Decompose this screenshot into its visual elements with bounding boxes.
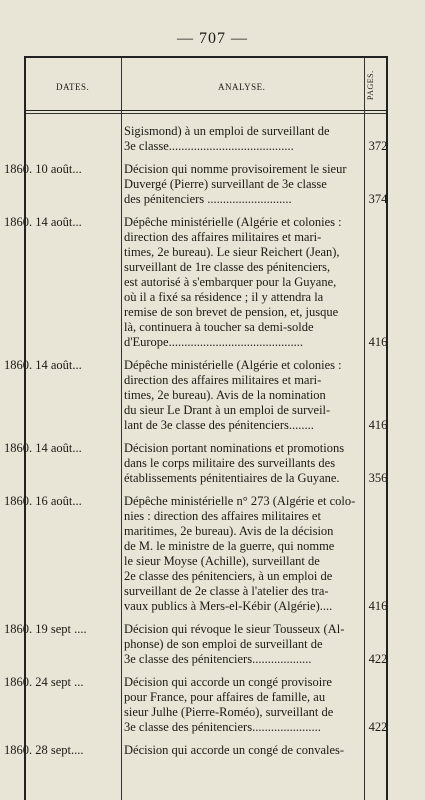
entry-page: 356 bbox=[368, 471, 388, 485]
entry-page: 372 bbox=[368, 139, 388, 153]
column-header-dates: DATES. bbox=[56, 82, 90, 92]
entry-date: 1860. 28 sept.... bbox=[4, 743, 84, 757]
entry-date: 1860. 19 sept .... bbox=[4, 622, 87, 636]
entry-analysis-line: de M. le ministre de la guerre, qui nomme bbox=[124, 539, 335, 553]
entry-analysis-line: surveillant de 2e classe à l'atelier des tra- bbox=[124, 584, 329, 598]
entry-analysis-line: Dépêche ministérielle n° 273 (Algérie et colo- bbox=[124, 494, 356, 508]
entry-analysis-line: sieur Julhe (Pierre-Roméo), surveillant de bbox=[124, 705, 334, 719]
entry-analysis-line: Décision qui accorde un congé de convales- bbox=[124, 743, 345, 757]
entry-page: 416 bbox=[368, 599, 388, 613]
entry-analysis bbox=[124, 743, 362, 758]
header-rule bbox=[26, 110, 386, 111]
entry-page: 422 bbox=[368, 652, 388, 666]
entry-analysis-line: 3e classe des pénitenciers................... bbox=[124, 652, 312, 666]
column-header-pages: PAGES. bbox=[366, 70, 375, 100]
entry-analysis-line: des pénitenciers ........................... bbox=[124, 192, 292, 206]
entry-date: 1860. 10 août... bbox=[4, 162, 82, 176]
entry-analysis-line: direction des affaires militaires et mari- bbox=[124, 373, 322, 387]
column-header-analyse: ANALYSE. bbox=[218, 82, 266, 92]
entry-analysis-line: vaux publics à Mers-el-Kébir (Algérie).... bbox=[124, 599, 333, 613]
entry-analysis-line: direction des affaires militaires et mari- bbox=[124, 230, 322, 244]
entry-date: 1860. 16 août... bbox=[4, 494, 82, 508]
entry-analysis-line: remise de son brevet de pension, et, jusque bbox=[124, 305, 339, 319]
entry-analysis-line: pour France, pour affaires de famille, au bbox=[124, 690, 326, 704]
entry-analysis-line: du sieur Le Drant à un emploi de surveil- bbox=[124, 403, 331, 417]
header-rule-secondary bbox=[26, 113, 386, 114]
entry-analysis-line: établissements pénitentiaires de la Guyane. bbox=[124, 471, 340, 485]
entry-analysis-line: surveillant de 1re classe des pénitenciers, bbox=[124, 260, 331, 274]
entry-analysis-line: 3e classe........................................ bbox=[124, 139, 294, 153]
entry-date: 1860. 24 sept ... bbox=[4, 675, 84, 689]
entry-analysis-line: lant de 3e classe des pénitenciers........ bbox=[124, 418, 314, 432]
entry-page: 416 bbox=[368, 335, 388, 349]
entry-analysis-line: 2e classe des pénitenciers, à un emploi de bbox=[124, 569, 333, 583]
entry-analysis bbox=[124, 441, 362, 486]
entry-page: 422 bbox=[368, 720, 388, 734]
entry-date: 1860. 14 août... bbox=[4, 441, 82, 455]
entry-page: 374 bbox=[368, 192, 388, 206]
entry-analysis bbox=[124, 494, 362, 614]
entry-analysis bbox=[124, 358, 362, 433]
entry-date: 1860. 14 août... bbox=[4, 215, 82, 229]
entry-date: 1860. 14 août... bbox=[4, 358, 82, 372]
entry-analysis bbox=[124, 162, 362, 207]
entry-analysis-line: Décision qui accorde un congé provisoire bbox=[124, 675, 332, 689]
entry-analysis-line: phonse) de son emploi de surveillant de bbox=[124, 637, 323, 651]
entry-analysis-line: Sigismond) à un emploi de surveillant de bbox=[124, 124, 330, 138]
entry-analysis-line: times, 2e bureau). Le sieur Reichert (Jean), bbox=[124, 245, 340, 259]
entry-analysis bbox=[124, 675, 362, 735]
entry-analysis-line: 3e classe des pénitenciers...................... bbox=[124, 720, 321, 734]
entry-analysis-line: Dépêche ministérielle (Algérie et colonies : bbox=[124, 358, 342, 372]
entry-analysis-line: le sieur Moyse (Achille), surveillant de bbox=[124, 554, 320, 568]
entry-page: 416 bbox=[368, 418, 388, 432]
entry-analysis-line: nies : direction des affaires militaires et bbox=[124, 509, 321, 523]
entry-analysis-line: dans le corps militaire des surveillants des bbox=[124, 456, 336, 470]
entry-analysis bbox=[124, 622, 362, 667]
entry-analysis-line: où il a fixé sa résidence ; il y attendra la bbox=[124, 290, 324, 304]
entry-analysis-line: est autorisé à s'embarquer pour la Guyane, bbox=[124, 275, 337, 289]
table-frame bbox=[4, 56, 388, 800]
entry-analysis-line: times, 2e bureau). Avis de la nomination bbox=[124, 388, 326, 402]
entry-analysis-line: là, continuera à toucher sa demi-solde bbox=[124, 320, 314, 334]
entry-analysis-line: d'Europe........................................... bbox=[124, 335, 303, 349]
entry-analysis-line: Décision qui révoque le sieur Tousseux (Al- bbox=[124, 622, 345, 636]
entry-analysis-line: maritimes, 2e bureau). Avis de la décision bbox=[124, 524, 334, 538]
entry-analysis bbox=[124, 124, 362, 154]
column-divider-pages bbox=[364, 58, 365, 800]
page-number: — 707 — bbox=[177, 30, 248, 47]
entry-analysis bbox=[124, 215, 362, 350]
entry-analysis-line: Décision qui nomme provisoirement le sieur bbox=[124, 162, 347, 176]
entry-analysis-line: Décision portant nominations et promotions bbox=[124, 441, 345, 455]
entry-analysis-line: Duvergé (Pierre) surveillant de 3e classe bbox=[124, 177, 327, 191]
entry-analysis-line: Dépêche ministérielle (Algérie et colonies : bbox=[124, 215, 342, 229]
